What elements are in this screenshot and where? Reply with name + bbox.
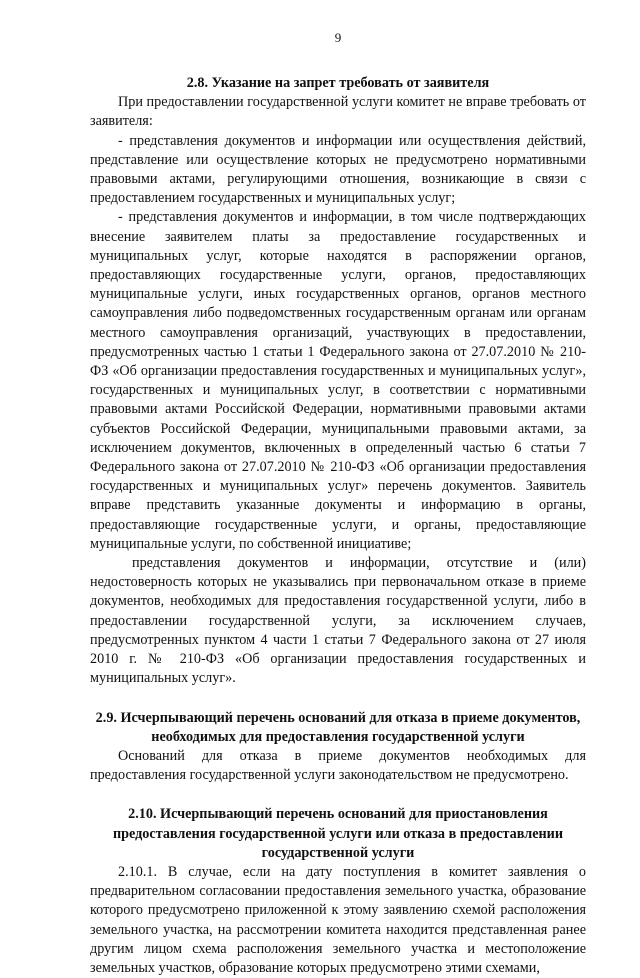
section-heading	[90, 74, 586, 93]
paragraph: Оснований для отказа в приеме документов необходимых для предоставления государственной услуги законодательством не предусмотрено.	[90, 747, 586, 784]
page-number: 9	[334, 30, 342, 45]
spacer	[90, 689, 586, 709]
section-heading	[90, 709, 586, 747]
paragraph: - представления документов и информации, в том числе подтверждающих внесение заявителем платы за предоставление государственных и муниципальных услуг, которые находятся в распоряжении органов, предоставляющих государственные услуги, органов, предоставляющих муниципальные услуги, иных государственных органов, органов местного самоуправления либо подведомственных государственным органам или органам местного самоуправления организаций, участвующих в предоставлении, предусмотренных частью 1 статьи 1 Федерального закона от 27.07.2010 № 210-ФЗ «Об организации предоставления государственных и муниципальных услуг», государственных и муниципальных услуг, в соответствии с нормативными правовыми актами Российской Федерации, нормативными правовыми актами субъектов Российской Федерации, муниципальными правовыми актами, за исключением документов, включенных в определенный частью 6 статьи 7 Федерального закона от 27.07.2010 № 210-ФЗ «Об организации предоставления государственных и муниципальных услуг» перечень документов. Заявитель вправе представить указанные документы и информацию в органы, предоставляющие государственные услуги, и органы, предоставляющие муниципальные услуги, по собственной инициативе;	[90, 209, 586, 552]
section-2-8	[90, 74, 586, 689]
spacer	[90, 785, 586, 805]
paragraph: 2.10.1. В случае, если на дату поступления в комитет заявления о предварительном согласовании предоставления земельного участка, образование которого предусмотрено приложенной к этому заявлению схемой расположения земельного участка, на рассмотрении комитета находится представленная ранее другим лицом схема расположения земельного участка и местоположение земельных участков, образование которых предусмотрено этими схемами,	[90, 863, 586, 976]
heading-line: государственной услуги	[261, 844, 415, 861]
heading-line: 2.10. Исчерпывающий перечень оснований для приостановления	[128, 806, 548, 823]
paragraph: - представления документов и информации или осуществления действий, представление или осуществление которых не предусмотрено нормативными правовыми актами, регулирующими отношения, возникающие в связи с предоставлением государственных и муниципальных услуг;	[90, 132, 586, 207]
heading-line: 2.8. Указание на запрет требовать от заявителя	[186, 75, 490, 91]
paragraph: При предоставлении государственной услуги комитет не вправе требовать от заявителя:	[90, 94, 586, 130]
section-2-9	[90, 709, 586, 786]
section-heading	[90, 805, 586, 863]
heading-line: предоставления государственной услуги или отказа в предоставлении	[112, 825, 564, 842]
section-2-10	[90, 805, 586, 978]
heading-line: 2.9. Исчерпывающий перечень оснований для отказа в приеме документов,	[95, 709, 581, 726]
heading-line: необходимых для предоставления государственной услуги	[151, 728, 525, 745]
paragraph: представления документов и информации, отсутствие и (или) недостоверность которых не указывались при первоначальном отказе в приеме документов, необходимых для предоставления государственной услуги, либо в предоставлении государственной услуги, за исключением случаев, предусмотренных пунктом 4 части 1 статьи 7 Федерального закона от 27 июля 2010 г. № 210-ФЗ «Об организации предоставления государственных и муниципальных услуг».	[90, 555, 586, 687]
